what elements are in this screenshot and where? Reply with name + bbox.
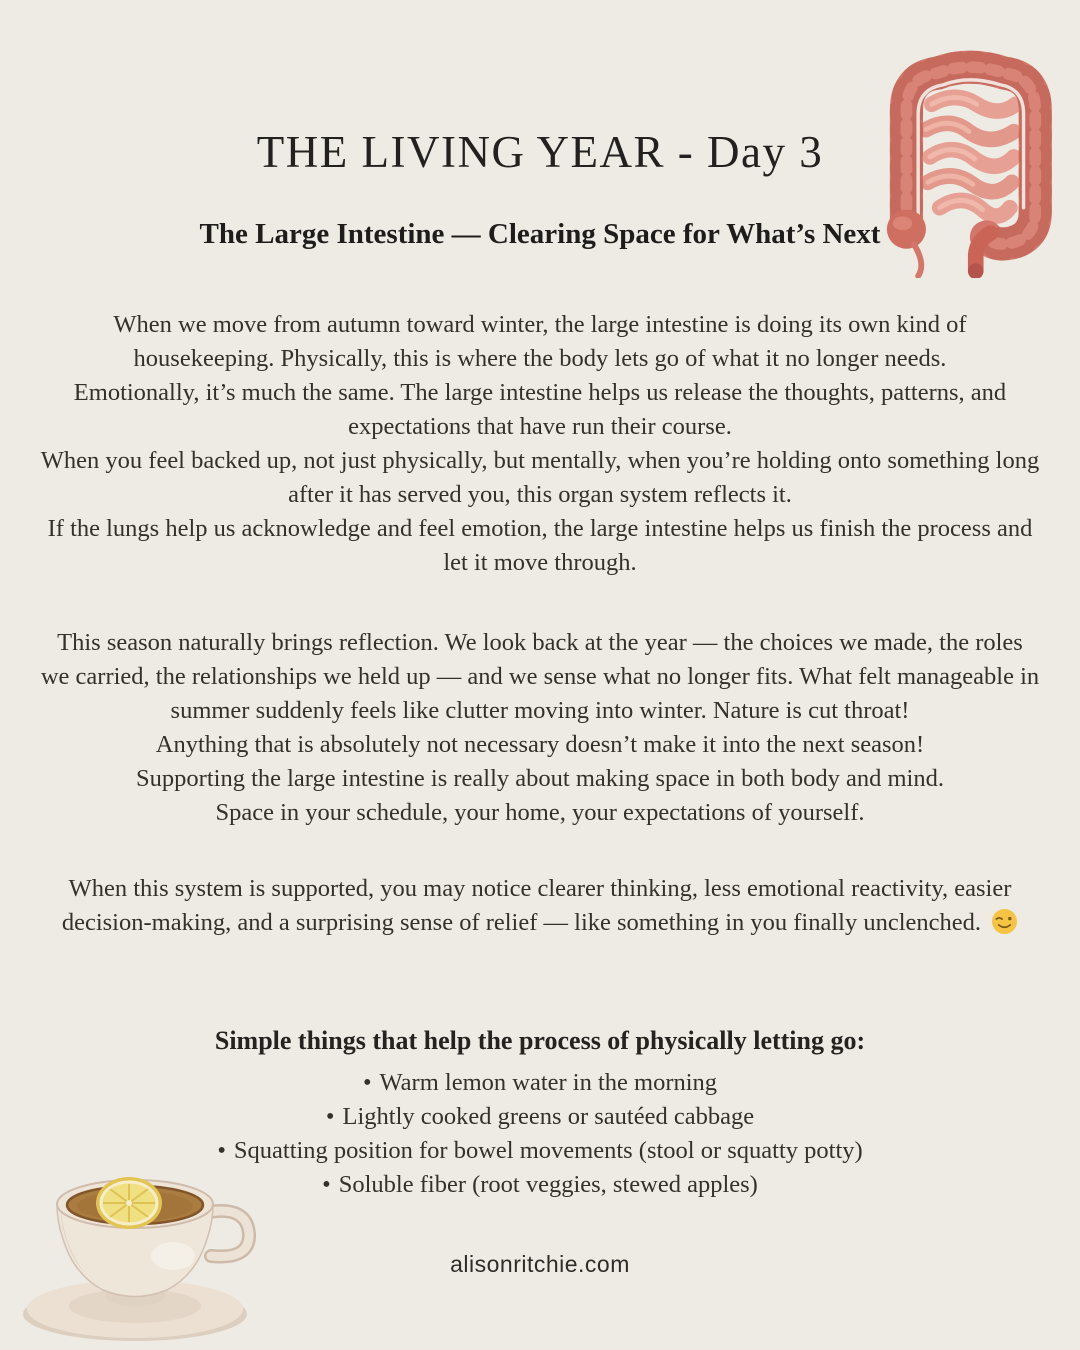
bullet-icon: • (217, 1137, 226, 1164)
page-title: THE LIVING YEAR - Day 3 (256, 127, 824, 177)
paragraph-text: Anything that is absolutely not necessary doesn’t make it into the next season! (155, 731, 925, 758)
bullet-icon: • (325, 1103, 335, 1130)
paragraph-text (40, 872, 1040, 945)
paragraph-text: Supporting the large intestine is really about making space in both body and mind. (136, 765, 944, 792)
list-item-text: Lightly cooked greens or sautéed cabbage (342, 1103, 755, 1130)
paragraph-block-1 (40, 308, 1040, 580)
paragraph-text: Emotionally, it’s much the same. The large intestine helps us release the thoughts, patterns, and expectations that have run their course. (73, 379, 1007, 440)
bullet-icon: • (322, 1171, 331, 1198)
paragraph-block-2 (40, 626, 1040, 830)
list-item-text: Warm lemon water in the morning (379, 1069, 718, 1096)
paragraph-block-3 (40, 872, 1040, 945)
teacup-icon (12, 1146, 266, 1346)
website-footer: alisonritchie.com (450, 1251, 630, 1277)
paragraph-text: Space in your schedule, your home, your expectations of yourself. (215, 799, 865, 826)
paragraph-text-span: When this system is supported, you may notice clearer thinking, less emotional reactivity, easier decision-making, and a surprising sense of relief — like something in you finally unclenched. (61, 875, 1012, 936)
lemon-tea-cup-illustration (12, 1146, 266, 1346)
paragraph-text: If the lungs help us acknowledge and feel emotion, the large intestine helps us finish the process and let it move through. (47, 515, 1033, 576)
bullet-icon: • (362, 1069, 372, 1096)
page-subtitle: The Large Intestine — Clearing Space for What’s Next (199, 218, 881, 250)
paragraph-text: When we move from autumn toward winter, the large intestine is doing its own kind of housekeeping. Physically, this is where the body lets go of what it no longer needs. (113, 311, 967, 372)
tips-list-heading: Simple things that help the process of physically letting go: (214, 1026, 866, 1055)
list-item (40, 1066, 1040, 1100)
wink-emoji-icon (991, 908, 1018, 945)
list-item-text: Soluble fiber (root veggies, stewed apples) (338, 1171, 758, 1198)
list-item-text: Squatting position for bowel movements (stool or squatty potty) (233, 1137, 863, 1164)
paragraph-text: When you feel backed up, not just physically, but mentally, when you’re holding onto something long after it has served you, this organ system reflects it. (40, 447, 1040, 508)
list-item (40, 1100, 1040, 1134)
paragraph-text: This season naturally brings reflection. We look back at the year — the choices we made, the roles we carried, the relationships we held up — and we sense what no longer fits. What felt manageable in summer suddenly feels like clutter moving into winter. Nature is cut throat! (40, 629, 1040, 724)
